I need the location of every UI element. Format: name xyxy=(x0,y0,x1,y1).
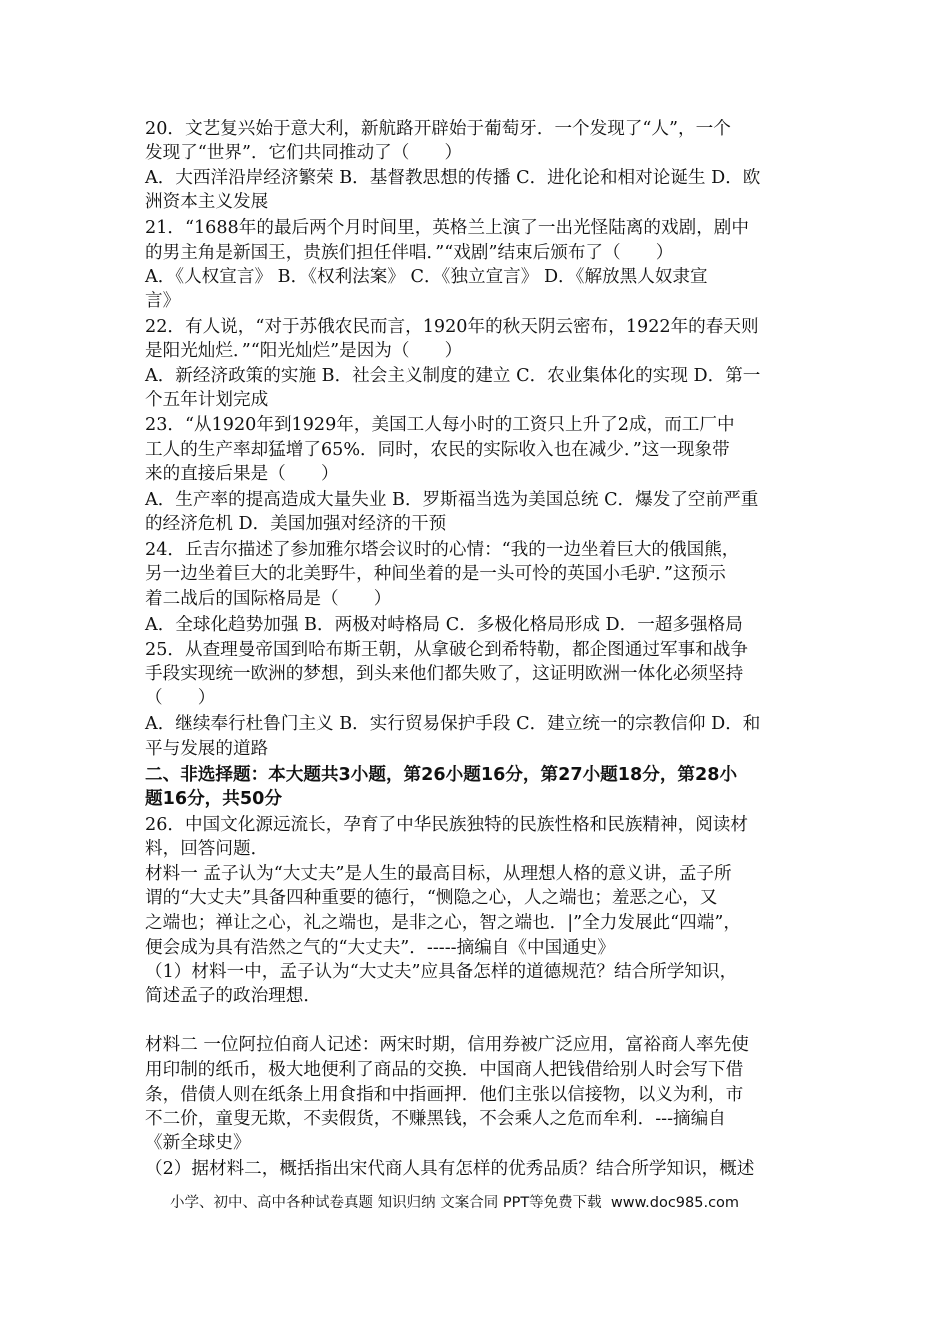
text-line: 20．文艺复兴始于意大利，新航路开辟始于葡萄牙．一个发现了“人”，一个 xyxy=(145,119,731,139)
text-line: 25．从查理曼帝国到哈布斯王朝，从拿破仑到希特勒，都企图通过军事和战争 xyxy=(145,640,748,660)
text-line: （ ） xyxy=(145,688,216,708)
text-line: 《新全球史》 xyxy=(145,1133,251,1153)
text-line: A．全球化趋势加强 B．两极对峙格局 C．多极化格局形成 D．一超多强格局 xyxy=(145,615,743,635)
text-line: 的经济危机 D．美国加强对经济的干预 xyxy=(145,514,447,534)
text-line: 谓的“大丈夫”具备四种重要的德行，“恻隐之心，人之端也；羞恶之心，又 xyxy=(145,888,718,908)
text-line: A．继续奉行杜鲁门主义 B．实行贸易保护手段 C．建立统一的宗教信仰 D．和 xyxy=(145,714,761,734)
text-line: 另一边坐着巨大的北美野牛，种间坐着的是一头可怜的英国小毛驴．”这预示 xyxy=(145,564,726,584)
text-line: 便会成为具有浩然之气的“大丈夫”．-----摘编自《中国通史》 xyxy=(145,938,615,958)
text-line: 简述孟子的政治理想． xyxy=(145,986,321,1006)
text-line: 工人的生产率却猛增了65%．同时，农民的实际收入也在减少．”这一现象带 xyxy=(145,440,730,460)
text-line: 不二价，童叟无欺，不卖假货，不赚黑钱，不会乘人之危而牟利．---摘编自 xyxy=(145,1109,726,1129)
text-line: 之端也；禅让之心，礼之端也，是非之心，智之端也．|”全力发展此“四端”， xyxy=(145,913,741,933)
text-line: 26．中国文化源远流长，孕育了中华民族独特的民族性格和民族精神，阅读材 xyxy=(145,815,748,835)
text-line: 21．“1688年的最后两个月时间里，英格兰上演了一出光怪陆离的戏剧，剧中 xyxy=(145,218,749,238)
text-line: A．新经济政策的实施 B．社会主义制度的建立 C．农业集体化的实现 D．第一 xyxy=(145,366,761,386)
text-line: 材料二 一位阿拉伯商人记述：两宋时期，信用券被广泛应用，富裕商人率先使 xyxy=(145,1035,749,1055)
text-line: 是阳光灿烂．”“阳光灿烂”是因为（ ） xyxy=(145,341,463,361)
text-line: A．生产率的提高造成大量失业 B．罗斯福当选为美国总统 C．爆发了空前严重 xyxy=(145,490,759,510)
text-line: 着二战后的国际格局是（ ） xyxy=(145,589,392,609)
text-line: 手段实现统一欧洲的梦想，到头来他们都失败了，这证明欧洲一体化必须坚持 xyxy=(145,664,744,684)
text-line: A．大西洋沿岸经济繁荣 B．基督教思想的传播 C．进化论和相对论诞生 D．欧 xyxy=(145,168,761,188)
text-line: 二、非选择题：本大题共3小题，第26小题16分，第27小题18分，第28小 xyxy=(145,765,738,785)
text-line: 言》 xyxy=(145,291,181,311)
text-line: 23．“从1920年到1929年，美国工人每小时的工资只上升了2成，而工厂中 xyxy=(145,415,735,435)
text-line: A．《人权宣言》 B．《权利法案》 C．《独立宣言》 D．《解放黑人奴隶宣 xyxy=(145,267,708,287)
page-footer: 小学、初中、高中各种试卷真题 知识归纳 文案合同 PPT等免费下载 www.doc985.com xyxy=(170,1195,740,1211)
text-line: 24．丘吉尔描述了参加雅尔塔会议时的心情：“我的一边坐着巨大的俄国熊， xyxy=(145,540,740,560)
text-line: 料，回答问题． xyxy=(145,839,269,859)
text-line: 洲资本主义发展 xyxy=(145,192,269,212)
text-line: （1）材料一中，孟子认为“大丈夫”应具备怎样的道德规范？结合所学知识， xyxy=(145,962,738,982)
text-line: 题16分，共50分 xyxy=(145,789,282,809)
text-line: 用印制的纸币，极大地便利了商品的交换．中国商人把钱借给别人时会写下借 xyxy=(145,1060,744,1080)
text-line: 来的直接后果是（ ） xyxy=(145,464,339,484)
text-line: 22．有人说，“对于苏俄农民而言，1920年的秋天阴云密布，1922年的春天则 xyxy=(145,317,759,337)
text-line: 的男主角是新国王，贵族们担任伴唱．”“戏剧”结束后颁布了（ ） xyxy=(145,243,674,263)
text-line: 材料一 孟子认为“大丈夫”是人生的最高目标，从理想人格的意义讲，孟子所 xyxy=(145,864,732,884)
text-line: 条，借债人则在纸条上用食指和中指画押．他们主张以信接物，以义为利，市 xyxy=(145,1085,744,1105)
text-line: 平与发展的道路 xyxy=(145,739,269,759)
text-line: 个五年计划完成 xyxy=(145,390,269,410)
text-line: 发现了“世界”．它们共同推动了（ ） xyxy=(145,143,463,163)
text-line: （2）据材料二，概括指出宋代商人具有怎样的优秀品质？结合所学知识，概述 xyxy=(145,1159,755,1179)
